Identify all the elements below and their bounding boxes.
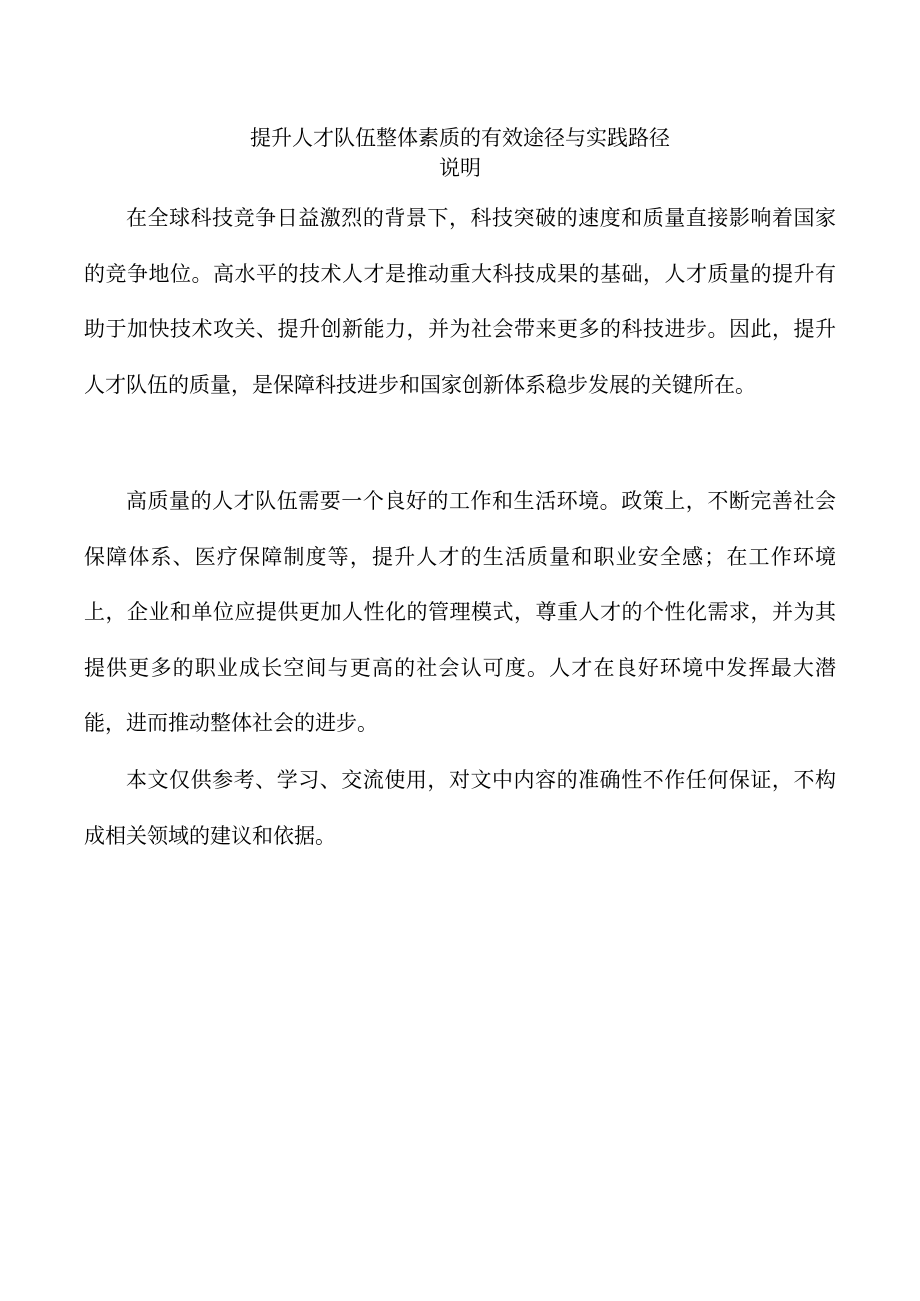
document-title: 提升人才队伍整体素质的有效途径与实践路径 (250, 126, 670, 150)
body-paragraph: 高质量的人才队伍需要一个良好的工作和生活环境。政策上，不断完善社会保障体系、医疗保障制度等，提升人才的生活质量和职业安全感；在工作环境上，企业和单位应提供更加人性化的管理模式，尊重人才的个性化需求，并为其提供更多的职业成长空间与更高的社会认可度。人才在良好环境中发挥最大潜能，进而推动整体社会的进步。 (84, 489, 836, 735)
body-paragraph: 在全球科技竞争日益激烈的背景下，科技突破的速度和质量直接影响着国家的竞争地位。高水平的技术人才是推动重大科技成果的基础，人才质量的提升有助于加快技术攻关、提升创新能力，并为社会带来更多的科技进步。因此，提升人才队伍的质量，是保障科技进步和国家创新体系稳步发展的关键所在。 (84, 206, 836, 397)
document-subtitle: 说明 (439, 156, 481, 180)
disclaimer-paragraph: 本文仅供参考、学习、交流使用，对文中内容的准确性不作任何保证，不构成相关领域的建议和依据。 (84, 768, 836, 848)
